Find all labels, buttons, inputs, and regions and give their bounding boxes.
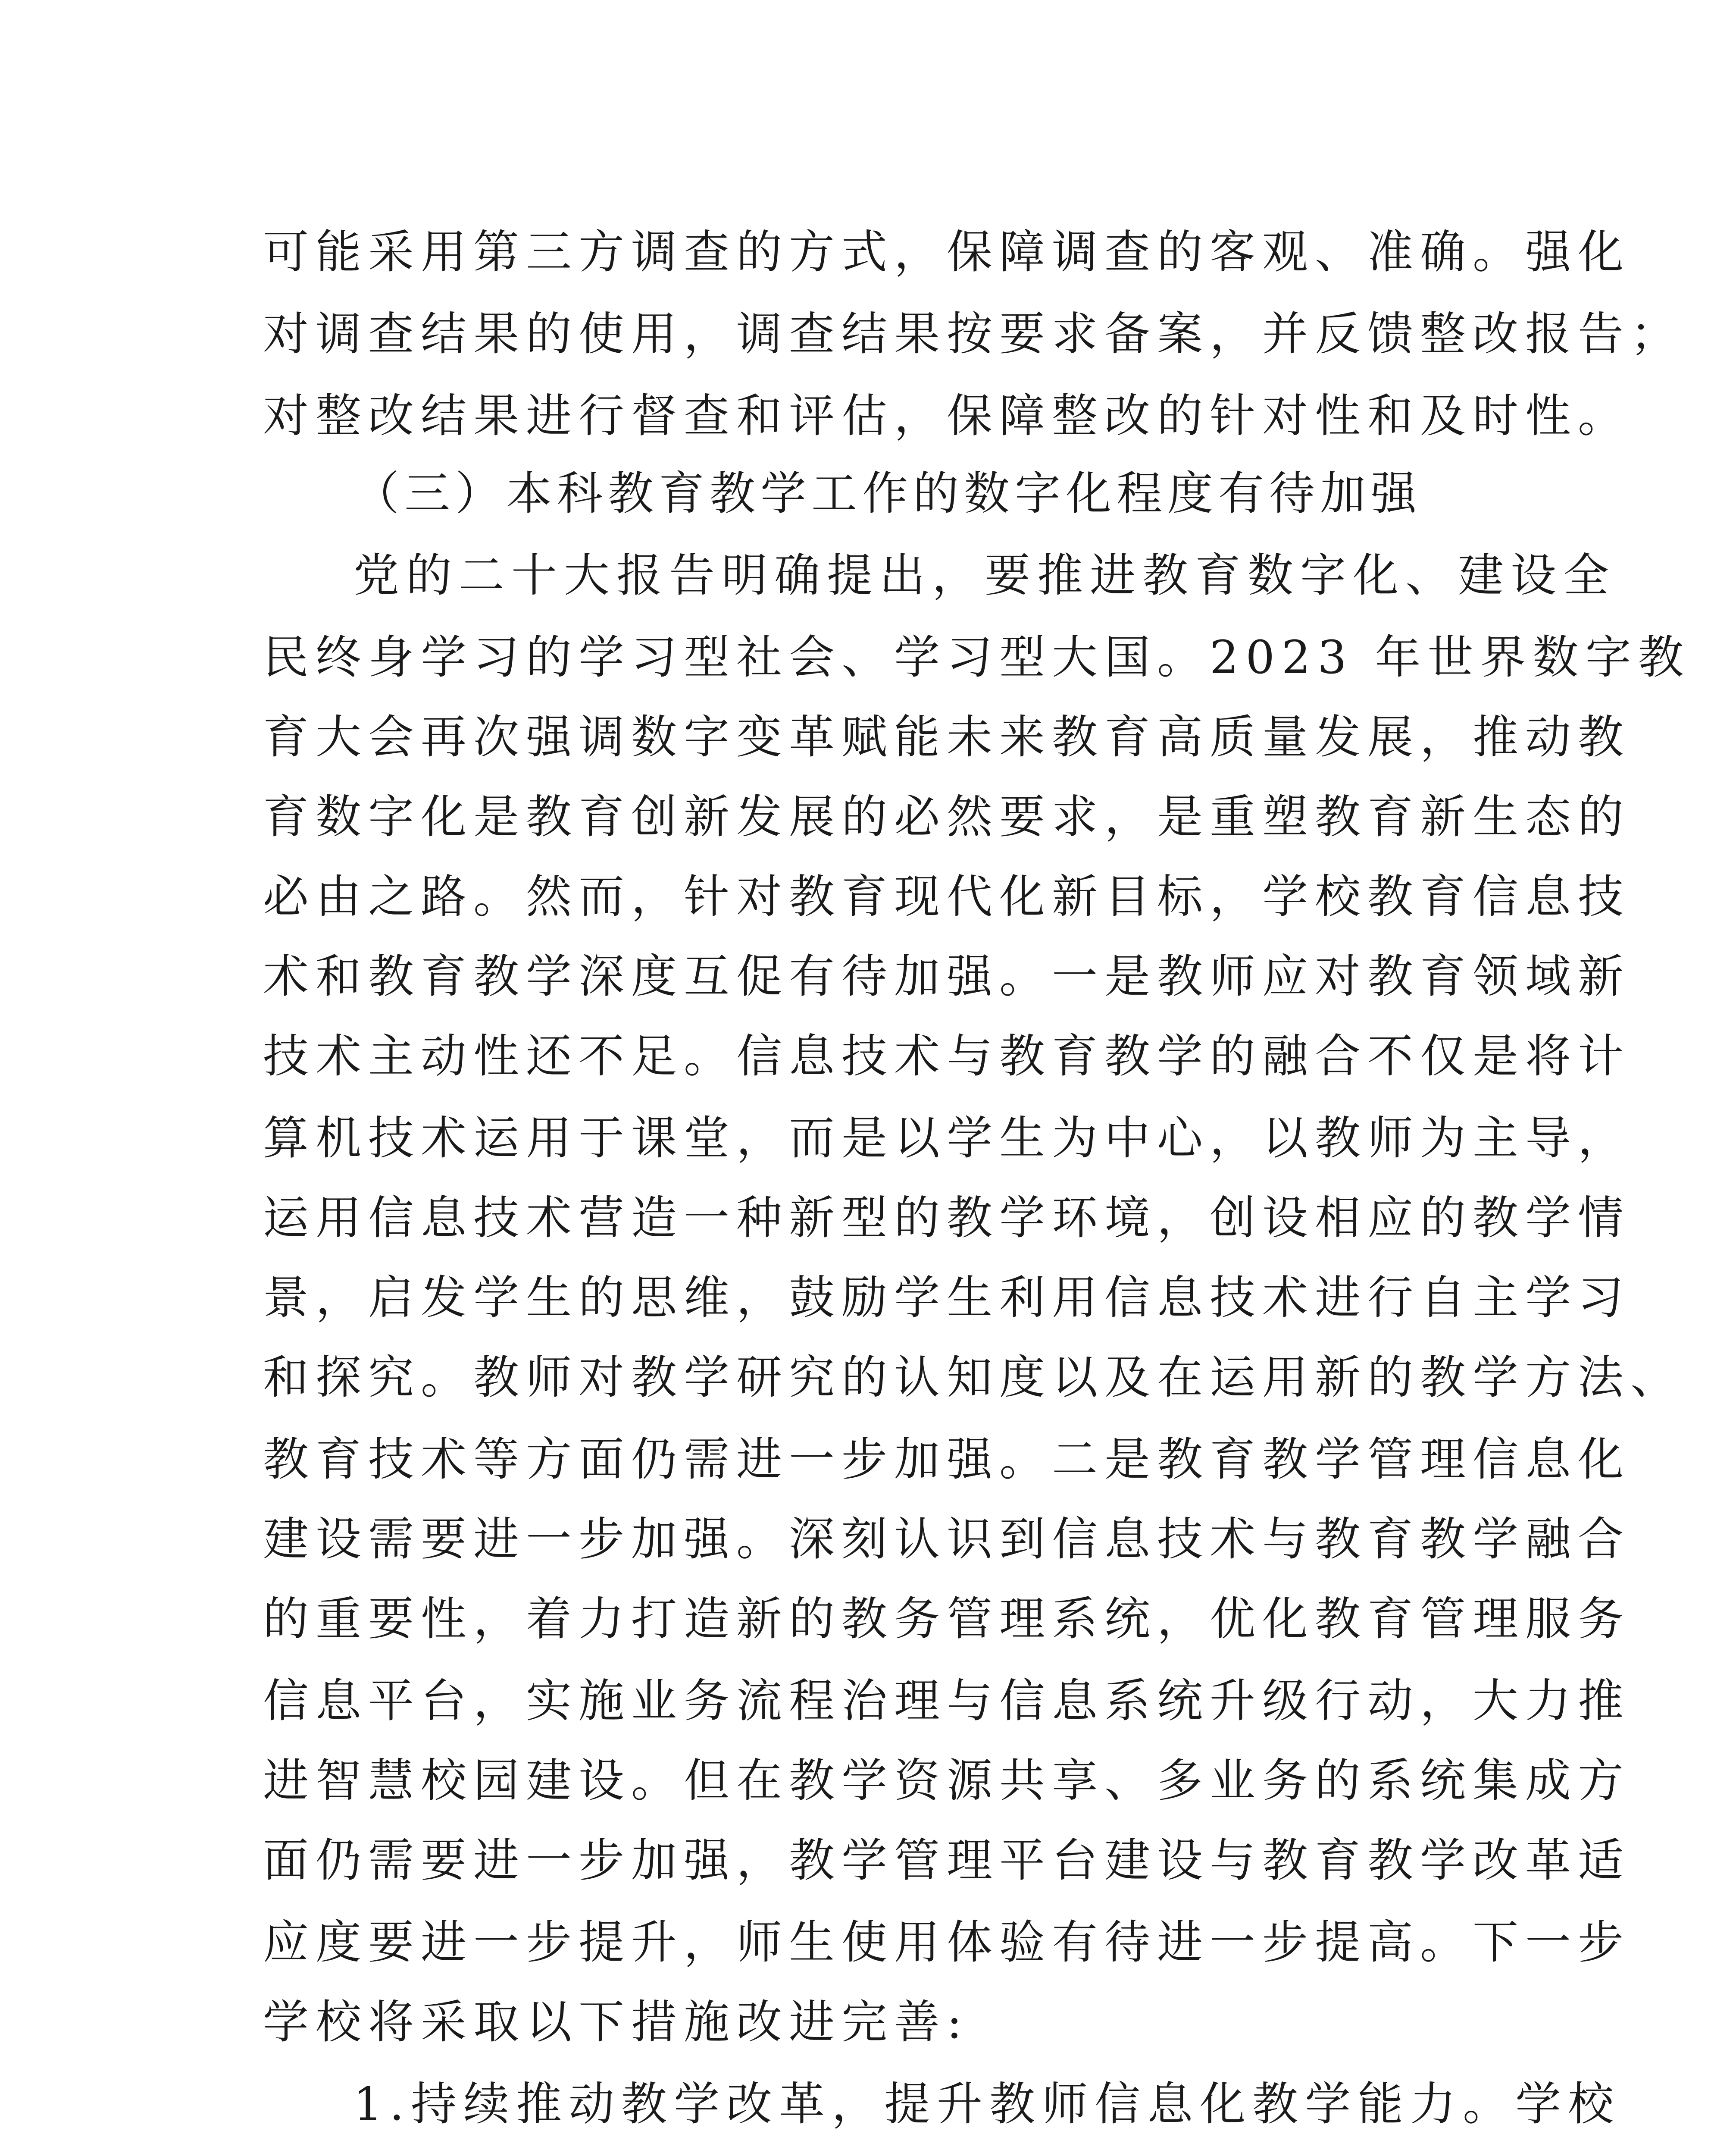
numbered-item-line: 1.持续推动教学改革，提升教师信息化教学能力。学校 (353, 2078, 1621, 2131)
body-text-line: 和探究。教师对教学研究的认知度以及在运用新的教学方法、 (263, 1351, 1683, 1404)
body-text-line: 技术主动性还不足。信息技术与教育教学的融合不仅是将计 (263, 1030, 1630, 1083)
body-text-line: 进智慧校园建设。但在教学资源共享、多业务的系统集成方 (263, 1754, 1630, 1807)
body-text-line: 民终身学习的学习型社会、学习型大国。2023 年世界数字教 (263, 631, 1691, 684)
body-text-line: 育大会再次强调数字变革赋能未来教育高质量发展，推动教 (263, 711, 1630, 764)
body-text-line: 教育技术等方面仍需进一步加强。二是教育教学管理信息化 (263, 1433, 1630, 1486)
body-text-line: 对整改结果进行督查和评估，保障整改的针对性和及时性。 (263, 389, 1630, 442)
body-text-line: 对调查结果的使用，调查结果按要求备案，并反馈整改报告； (263, 307, 1683, 360)
body-text-line: 育数字化是教育创新发展的必然要求，是重塑教育新生态的 (263, 790, 1630, 843)
body-text-line: 可能采用第三方调查的方式，保障调查的客观、准确。强化 (263, 226, 1630, 279)
body-text-line: 信息平台，实施业务流程治理与信息系统升级行动，大力推 (263, 1674, 1630, 1727)
body-text-line: 必由之路。然而，针对教育现代化新目标，学校教育信息技 (263, 870, 1630, 923)
body-text-line: 景，启发学生的思维，鼓励学生利用信息技术进行自主学习 (263, 1271, 1630, 1324)
body-text-line: 学校将采取以下措施改进完善: (263, 1996, 969, 2049)
body-text-line: 术和教育教学深度互促有待加强。一是教师应对教育领域新 (263, 950, 1630, 1003)
body-text-line: 应度要进一步提升，师生使用体验有待进一步提高。下一步 (263, 1916, 1630, 1969)
section-heading: （三）本科教育教学工作的数字化程度有待加强 (353, 467, 1422, 520)
body-text-line: 党的二十大报告明确提出，要推进教育数字化、建设全 (353, 549, 1616, 602)
body-text-line: 算机技术运用于课堂，而是以学生为中心，以教师为主导， (263, 1112, 1630, 1165)
body-text-line: 建设需要进一步加强。深刻认识到信息技术与教育教学融合 (263, 1513, 1630, 1566)
body-text-line: 运用信息技术营造一种新型的教学环境，创设相应的教学情 (263, 1191, 1630, 1244)
body-text-line: 面仍需要进一步加强，教学管理平台建设与教育教学改革适 (263, 1834, 1630, 1887)
body-text-line: 的重要性，着力打造新的教务管理系统，优化教育管理服务 (263, 1592, 1630, 1645)
